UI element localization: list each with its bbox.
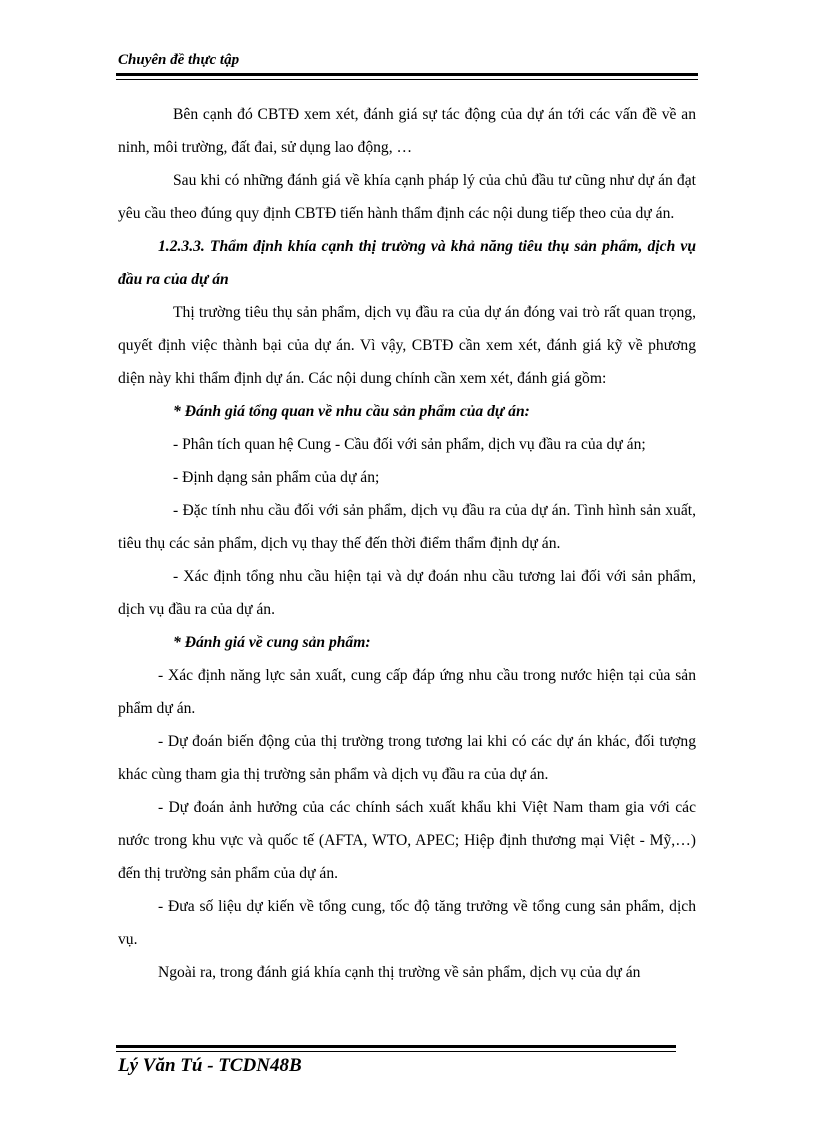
subsection-heading: * Đánh giá về cung sản phẩm: [173,634,371,651]
footer-rule-thin [116,1051,676,1052]
list-item: - Đặc tính nhu cầu đối với sản phẩm, dịch vụ đầu ra của dự án. Tình hình sản xuất, tiêu thụ các sản phẩm, dịch vụ thay thế đến thời điểm thẩm định dự án. [118,502,696,552]
paragraph: Sau khi có những đánh giá về khía cạnh pháp lý của chủ đầu tư cũng như dự án đạt yêu cầu theo đúng quy định CBTĐ tiến hành thẩm định các nội dung tiếp theo của dự án. [118,172,696,222]
header-title: Chuyên đề thực tập [118,52,240,68]
list-item: - Dự đoán biến động của thị trường trong tương lai khi có các dự án khác, đối tượng khác cùng tham gia thị trường sản phẩm và dịch vụ đầu ra của dự án. [118,733,696,783]
list-item: - Định dạng sản phẩm của dự án; [173,469,380,486]
footer-rule [116,1045,676,1048]
subsection-heading: * Đánh giá tổng quan về nhu cầu sản phẩm của dự án: [173,403,530,420]
header-rule [116,73,698,80]
list-item: - Dự đoán ảnh hưởng của các chính sách xuất khẩu khi Việt Nam tham gia với các nước trong khu vực và quốc tế (AFTA, WTO, APEC; Hiệp định thương mại Việt - Mỹ,…) đến thị trường sản phẩm của dự án. [118,799,696,882]
section-heading: 1.2.3.3. Thẩm định khía cạnh thị trường và khả năng tiêu thụ sản phẩm, dịch vụ đầu ra của dự án [118,238,696,288]
footer-author: Lý Văn Tú - TCDN48B [118,1055,302,1076]
list-item: - Đưa số liệu dự kiến về tổng cung, tốc độ tăng trưởng về tổng cung sản phẩm, dịch vụ. [118,898,696,948]
paragraph: Bên cạnh đó CBTĐ xem xét, đánh giá sự tác động của dự án tới các vấn đề về an ninh, môi trường, đất đai, sử dụng lao động, … [118,106,696,156]
document-body [118,98,696,989]
list-item: - Xác định năng lực sản xuất, cung cấp đáp ứng nhu cầu trong nước hiện tại của sản phẩm dự án. [118,667,696,717]
list-item: - Phân tích quan hệ Cung - Cầu đối với sản phẩm, dịch vụ đầu ra của dự án; [173,436,646,453]
paragraph: Ngoài ra, trong đánh giá khía cạnh thị trường về sản phẩm, dịch vụ của dự án [158,964,641,981]
paragraph: Thị trường tiêu thụ sản phẩm, dịch vụ đầu ra của dự án đóng vai trò rất quan trọng, quyết định việc thành bại của dự án. Vì vậy, CBTĐ cần xem xét, đánh giá kỹ về phương diện này khi thẩm định dự án. Các nội dung chính cần xem xét, đánh giá gồm: [118,304,696,387]
list-item: - Xác định tổng nhu cầu hiện tại và dự đoán nhu cầu tương lai đối với sản phẩm, dịch vụ đầu ra của dự án. [118,568,696,618]
